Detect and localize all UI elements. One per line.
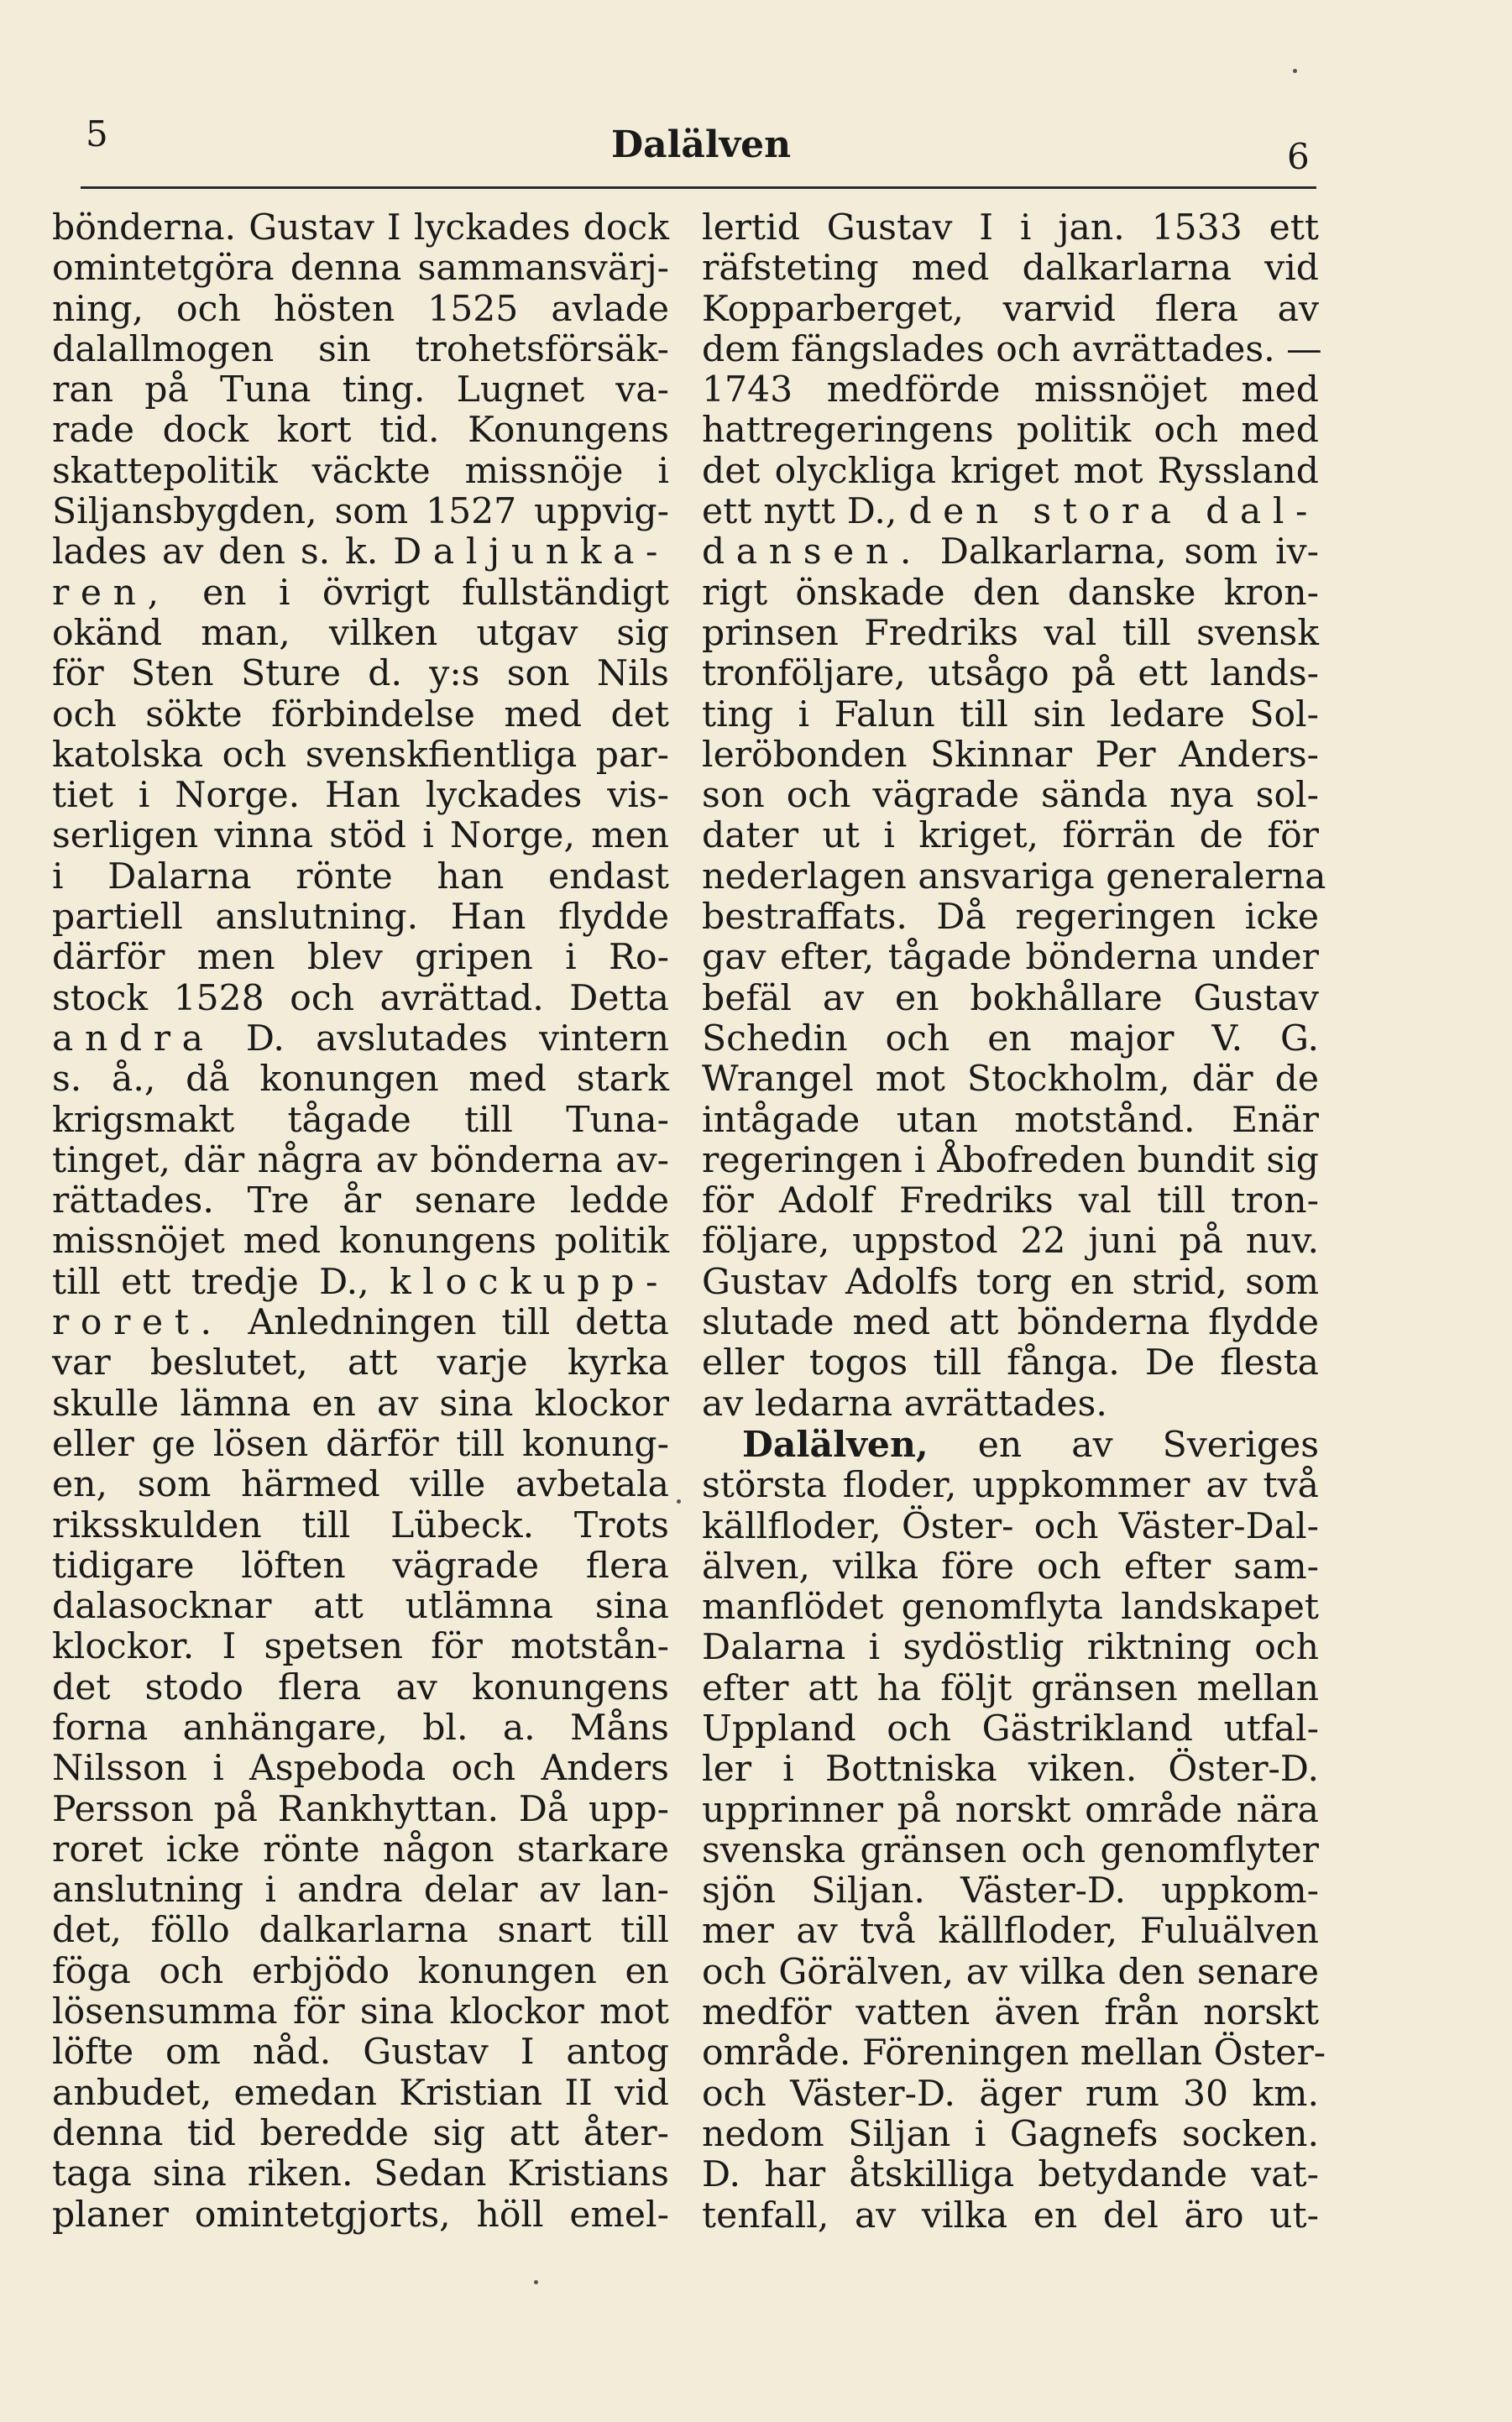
text-line: av ledarna avrättades.	[702, 1383, 1107, 1425]
text-line: lösensumma för sina klockor mot	[52, 1991, 669, 2033]
text-line: krigsmakt tågade till Tuna-	[52, 1099, 669, 1141]
text-line: svenska gränsen och genomflyter	[702, 1829, 1319, 1871]
text-line: taga sina riken. Sedan Kristians	[52, 2153, 669, 2195]
text-line: Schedin och en major V. G.	[702, 1017, 1319, 1059]
text-line: Dalarna i sydöstlig riktning och	[702, 1627, 1319, 1669]
page-number-left: 5	[86, 113, 108, 154]
text-line: bönderna. Gustav I lyckades dock	[52, 207, 669, 248]
text-line: en, som härmed ville avbetala	[52, 1464, 669, 1506]
text-line: tronföljare, utsågo på ett lands-	[702, 653, 1319, 695]
print-speck	[1293, 69, 1297, 73]
text-line: det, föllo dalkarlarna snart till	[52, 1910, 669, 1952]
text-line: dalasocknar att utlämna sina	[52, 1586, 669, 1628]
text-line: lertid Gustav I i jan. 1533 ett	[702, 207, 1319, 248]
text-line: källfloder, Öster- och Väster-Dal-	[702, 1505, 1319, 1547]
text-line: föga och erbjödo konungen en	[52, 1950, 669, 1992]
text-line: katolska och svenskfientliga par-	[52, 734, 669, 776]
spaced-term: roret.	[52, 1302, 223, 1344]
text-line: största floder, uppkommer av två	[702, 1465, 1319, 1507]
text-line	[52, 1303, 669, 1343]
text-line: omintetgöra denna sammansvärj-	[52, 248, 669, 290]
text-line	[702, 492, 1319, 532]
text-line: stock 1528 och avrättad. Detta	[52, 977, 669, 1019]
text-run: en av Sveriges	[977, 1424, 1319, 1466]
text-line: gav efter, tågade bönderna under	[702, 937, 1319, 979]
spaced-term: dansen.	[702, 531, 923, 573]
page-number-right: 6	[1287, 136, 1310, 177]
text-line: ting i Falun till sin ledare Sol-	[702, 693, 1319, 735]
text-line: skulle lämna en av sina klockor	[52, 1383, 669, 1425]
text-line: eller ge lösen därför till konung-	[52, 1423, 669, 1465]
text-line: rade dock kort tid. Konungens	[52, 410, 669, 452]
text-line	[702, 532, 1319, 573]
text-line: dalallmogen sin trohetsförsäk-	[52, 328, 669, 370]
text-line: sjön Siljan. Väster-D. uppkom-	[702, 1870, 1319, 1912]
entry-headword: Dalälven,	[742, 1423, 929, 1466]
text-line: forna anhängare, bl. a. Måns	[52, 1707, 669, 1749]
text-line: Gustav Adolfs torg en strid, som	[702, 1261, 1319, 1303]
text-line: missnöjet med konungens politik	[52, 1221, 669, 1263]
text-line: område. Föreningen mellan Öster-	[702, 2032, 1326, 2074]
text-line: efter att ha följt gränsen mellan	[702, 1667, 1319, 1709]
text-line: räfsteting med dalkarlarna vid	[702, 248, 1319, 290]
text-line: tinget, där några av bönderna av-	[52, 1139, 669, 1181]
text-line: för Sten Sture d. y:s son Nils	[52, 653, 669, 695]
text-line: det stodo flera av konungens	[52, 1666, 669, 1708]
text-line: skattepolitik väckte missnöje i	[52, 450, 669, 492]
text-line: nederlagen ansvariga generalerna	[702, 855, 1326, 897]
text-run: till ett tredje D.,	[52, 1261, 369, 1303]
text-line: anbudet, emedan Kristian II vid	[52, 2072, 669, 2114]
text-line: 1743 medförde missnöjet med	[702, 369, 1319, 411]
text-line: s. å., då konungen med stark	[52, 1059, 669, 1101]
text-line: det olyckliga kriget mot Ryssland	[702, 450, 1319, 492]
text-line: dater ut i kriget, förrän de för	[702, 815, 1319, 857]
spaced-term: andra	[52, 1017, 215, 1059]
text-line: och sökte förbindelse med det	[52, 693, 669, 735]
text-line: klockor. I spetsen för motstån-	[52, 1626, 669, 1668]
text-line: Wrangel mot Stockholm, där de	[702, 1059, 1319, 1101]
text-line: medför vatten även från norskt	[702, 1992, 1319, 2034]
text-line: ran på Tuna ting. Lugnet va-	[52, 369, 669, 411]
text-line: partiell anslutning. Han flydde	[52, 897, 669, 939]
text-line: tenfall, av vilka en del äro ut-	[702, 2194, 1319, 2236]
text-line: tidigare löften vägrade flera	[52, 1545, 669, 1587]
print-speck	[677, 1499, 681, 1504]
text-line: prinsen Fredriks val till svensk	[702, 612, 1319, 654]
text-line: Persson på Rankhyttan. Då upp-	[52, 1788, 669, 1830]
text-line: mer av två källfloder, Fuluälven	[702, 1911, 1319, 1953]
text-run: lades av den s. k.	[52, 531, 379, 573]
text-line: dem fängslades och avrättades. —	[702, 328, 1322, 370]
text-line: regeringen i Åbofreden bundit sig	[702, 1139, 1319, 1181]
spaced-term: den stora dal-	[908, 491, 1320, 533]
text-line: planer omintetgjorts, höll emel-	[52, 2194, 669, 2236]
running-title: Dalälven	[611, 123, 792, 166]
text-run: Dalkarlarna, som iv-	[939, 531, 1319, 573]
text-line: rättades. Tre år senare ledde	[52, 1180, 669, 1222]
text-line: D. har åtskilliga betydande vat-	[702, 2154, 1319, 2196]
text-line: upprinner på norskt område nära	[702, 1789, 1319, 1831]
text-line: Kopparberget, varvid flera av	[702, 288, 1319, 330]
text-line: okänd man, vilken utgav sig	[52, 612, 669, 654]
right-column	[702, 207, 1326, 2236]
text-line: serligen vinna stöd i Norge, men	[52, 815, 669, 857]
text-line: son och vägrade sända nya sol-	[702, 775, 1319, 817]
text-line: denna tid beredde sig att åter-	[52, 2112, 669, 2154]
text-line: bestraffats. Då regeringen icke	[702, 897, 1319, 939]
text-line: och Görälven, av vilka den senare	[702, 1951, 1319, 1993]
header-rule	[81, 186, 1316, 189]
text-line: Nilsson i Aspeboda och Anders	[52, 1748, 669, 1790]
text-line: nedom Siljan i Gagnefs socken.	[702, 2113, 1319, 2155]
text-line: ning, och hösten 1525 avlade	[52, 288, 669, 330]
text-line: leröbonden Skinnar Per Anders-	[702, 734, 1319, 776]
text-line: följare, uppstod 22 juni på nuv.	[702, 1221, 1319, 1263]
text-line	[702, 1425, 1319, 1466]
text-line: älven, vilka före och efter sam-	[702, 1546, 1319, 1588]
text-run: ett nytt D.,	[702, 491, 897, 533]
spaced-term: Daljunka-	[393, 531, 670, 573]
text-line: roret icke rönte någon starkare	[52, 1828, 669, 1870]
text-line: och Väster-D. äger rum 30 km.	[702, 2073, 1319, 2115]
text-line: Uppland och Gästrikland utfal-	[702, 1708, 1319, 1750]
text-line	[52, 1263, 669, 1303]
text-run: en i övrigt fullständigt	[202, 572, 669, 614]
text-line: slutade med att bönderna flydde	[702, 1302, 1319, 1344]
text-run: D. avslutades vintern	[245, 1017, 669, 1059]
text-line: var beslutet, att varje kyrka	[52, 1342, 669, 1384]
text-line: tiet i Norge. Han lyckades vis-	[52, 775, 669, 817]
text-line: intågade utan motstånd. Enär	[702, 1099, 1319, 1141]
text-line: löfte om nåd. Gustav I antog	[52, 2032, 669, 2074]
text-line: befäl av en bokhållare Gustav	[702, 977, 1319, 1019]
left-column	[52, 208, 669, 2236]
text-line	[52, 573, 669, 614]
text-line: Siljansbygden, som 1527 uppvig-	[52, 491, 669, 533]
text-line: i Dalarna rönte han endast	[52, 855, 669, 897]
text-line: ler i Bottniska viken. Öster-D.	[702, 1749, 1319, 1791]
print-speck	[534, 2280, 538, 2284]
text-line	[52, 532, 669, 573]
text-line: för Adolf Fredriks val till tron-	[702, 1180, 1319, 1222]
spaced-term: klockupp-	[389, 1261, 669, 1303]
spaced-term: ren,	[52, 572, 170, 614]
text-line: manflödet genomflyta landskapet	[702, 1587, 1319, 1629]
text-line	[52, 1019, 669, 1059]
text-line: rigt önskade den danske kron-	[702, 572, 1319, 614]
text-run: Anledningen till detta	[248, 1302, 670, 1344]
text-line: riksskulden till Lübeck. Trots	[52, 1504, 669, 1546]
text-line: eller togos till fånga. De flesta	[702, 1342, 1319, 1384]
text-line: anslutning i andra delar av lan-	[52, 1870, 669, 1912]
text-line: hattregeringens politik och med	[702, 410, 1319, 452]
text-line: därför men blev gripen i Ro-	[52, 937, 669, 979]
